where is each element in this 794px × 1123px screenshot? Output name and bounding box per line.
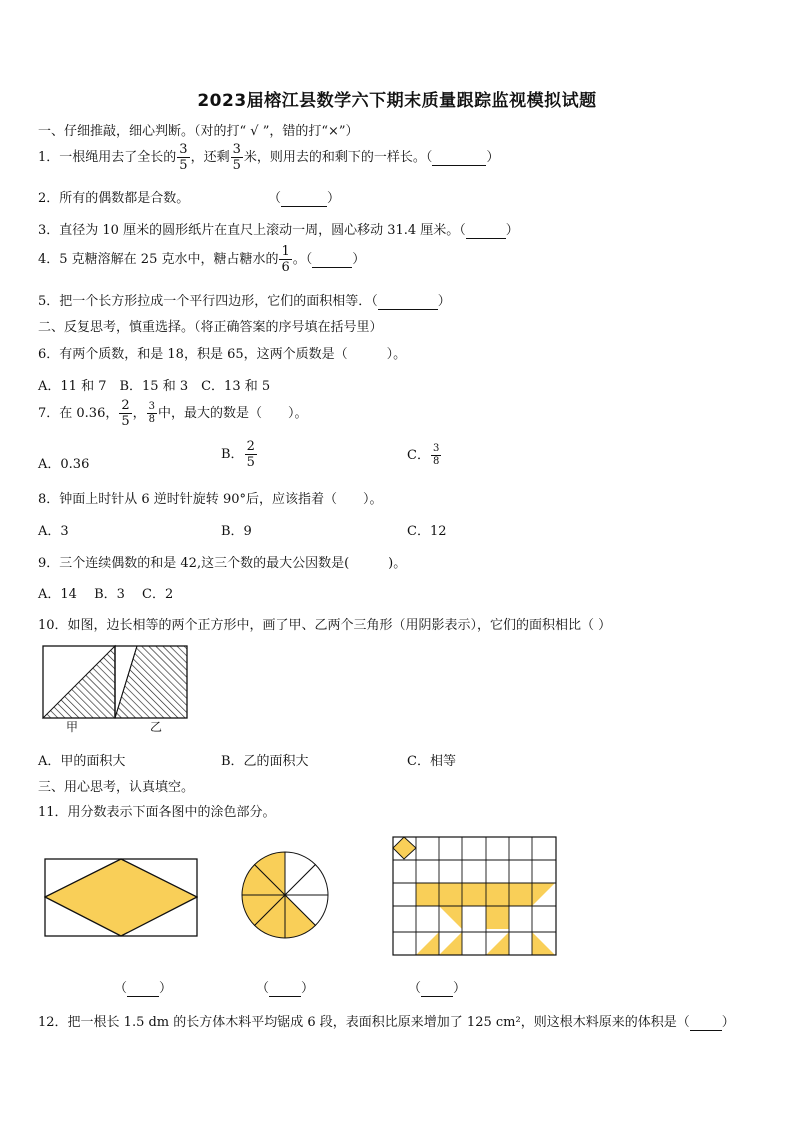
fraction: [431, 444, 441, 467]
paren-open: （: [408, 981, 422, 996]
q5-text: 5．把一个长方形拉成一个平行四边形，它们的面积相等．（: [38, 294, 378, 309]
numerator: 2: [246, 439, 255, 454]
answer-blank[interactable]: [378, 294, 438, 310]
q10-squares-figure: [40, 644, 190, 722]
q1-suffix: 米，则用去的和剩下的一样长。（: [243, 150, 433, 165]
answer-blank[interactable]: [690, 1015, 722, 1031]
fraction: [279, 245, 291, 274]
numerator: 1: [281, 244, 290, 259]
numerator: 3: [232, 142, 241, 157]
section-3-heading: 三、用心思考，认真填空。: [38, 780, 195, 795]
question-4: [38, 245, 365, 274]
q11-answer-1: [114, 977, 172, 997]
section-2-heading: 二、反复思考，慎重选择。（将正确答案的序号填在括号里）: [38, 320, 383, 335]
question-7: [38, 399, 308, 428]
q10-option-b[interactable]: B．乙的面积大: [221, 754, 309, 769]
paren-close: ）: [505, 223, 519, 238]
paren-close: ）: [453, 981, 467, 996]
question-12: [38, 1011, 735, 1031]
numerator: 2: [121, 398, 130, 413]
question-3: [38, 219, 519, 239]
denominator: 8: [148, 414, 156, 425]
denominator: 5: [121, 414, 130, 429]
question-2: [38, 187, 189, 206]
fraction: [119, 399, 131, 428]
fraction: [147, 402, 157, 425]
grid-shading: [393, 837, 555, 955]
fraction: [231, 143, 243, 172]
section-1-heading: 一、仔细推敲，细心判断。（对的打“ √ ”，错的打“×”）: [38, 124, 359, 139]
rhombus-shaded: [45, 859, 197, 936]
q2-answer: [268, 187, 340, 207]
question-5: [38, 290, 451, 310]
q10-option-a[interactable]: A．甲的面积大: [38, 754, 126, 769]
q2-text: 2．所有的偶数都是合数。: [38, 191, 190, 206]
label-yi: 乙: [150, 720, 163, 734]
answer-blank[interactable]: [269, 981, 301, 997]
q7-option-a[interactable]: A．0.36: [38, 457, 90, 472]
question-1: [38, 143, 499, 172]
answer-blank[interactable]: [127, 981, 159, 997]
denominator: 8: [432, 456, 440, 467]
q7-prefix: 7．在 0.36，: [38, 406, 119, 421]
question-6: 6．有两个质数，和是 18，积是 65，这两个质数是（ ）。: [38, 347, 407, 362]
q8-option-a[interactable]: A．3: [38, 524, 69, 539]
paren-close: ）: [301, 981, 315, 996]
denominator: 5: [246, 455, 255, 470]
question-9: 9．三个连续偶数的和是 42,这三个数的最大公因数是( )。: [38, 556, 407, 571]
q8-option-c[interactable]: C．12: [407, 524, 447, 539]
q7-option-b[interactable]: [221, 440, 258, 469]
paren-close: ）: [159, 981, 173, 996]
answer-blank[interactable]: [312, 252, 352, 268]
label-jia: 甲: [66, 720, 79, 734]
q7-option-c[interactable]: [407, 444, 442, 467]
triangle-jia: [43, 646, 115, 718]
q11-answer-3: [408, 977, 466, 997]
q11-answer-2: [256, 977, 314, 997]
paren-close: ）: [352, 252, 366, 267]
paren-close: ）: [437, 294, 451, 309]
denominator: 6: [281, 260, 290, 275]
answer-blank[interactable]: [432, 150, 486, 166]
q9-options[interactable]: A．14 B．3 C．2: [38, 587, 174, 602]
paren-close: ）: [486, 150, 500, 165]
q3-text: 3．直径为 10 厘米的圆形纸片在直尺上滚动一周，圆心移动 31.4 厘米。（: [38, 223, 466, 238]
q1-prefix: 1．一根绳用去了全长的: [38, 150, 177, 165]
q4-suffix: 。（: [292, 252, 313, 267]
q11-rhombus-figure: [44, 858, 198, 938]
option-label: C．: [407, 448, 430, 463]
q11-circle-figure: [240, 850, 330, 940]
paren-open: （: [114, 981, 128, 996]
paren-open: （: [256, 981, 270, 996]
fraction: [177, 143, 189, 172]
numerator: 3: [179, 142, 188, 157]
q7-suffix: 中，最大的数是（ ）。: [158, 406, 308, 421]
paren-open: （: [268, 191, 282, 206]
question-11: 11．用分数表示下面各图中的涂色部分。: [38, 805, 276, 820]
q11-grid-figure: [392, 836, 560, 957]
question-8: 8．钟面上时针从 6 逆时针旋转 90°后，应该指着（ ）。: [38, 492, 383, 507]
denominator: 5: [179, 158, 188, 173]
answer-blank[interactable]: [281, 191, 327, 207]
answer-blank[interactable]: [466, 223, 506, 239]
q8-option-b[interactable]: B．9: [221, 524, 252, 539]
q7-sep: ，: [132, 406, 146, 421]
q6-options[interactable]: A．11 和 7 B．15 和 3 C．13 和 5: [38, 379, 271, 394]
paren-close: ）: [327, 191, 341, 206]
q4-prefix: 4．5 克糖溶解在 25 克水中，糖占糖水的: [38, 252, 279, 267]
denominator: 5: [232, 158, 241, 173]
q12-text: 12．把一根长 1.5 dm 的长方体木料平均锯成 6 段，表面积比原来增加了 125 cm²，则这根木料原来的体积是（: [38, 1015, 690, 1030]
answer-blank[interactable]: [421, 981, 453, 997]
paren-close: ）: [721, 1015, 735, 1030]
q1-mid: ，还剩: [190, 150, 230, 165]
question-10: 10．如图，边长相等的两个正方形中，画了甲、乙两个三角形（用阴影表示），它们的面积相比（ ）: [38, 618, 612, 633]
q10-option-c[interactable]: C．相等: [407, 754, 456, 769]
page-title: 2023届榕江县数学六下期末质量跟踪监视模拟试题: [197, 91, 597, 111]
numerator: 3: [148, 401, 156, 412]
option-label: B．: [221, 447, 244, 462]
numerator: 3: [432, 443, 440, 454]
fraction: [245, 440, 257, 469]
